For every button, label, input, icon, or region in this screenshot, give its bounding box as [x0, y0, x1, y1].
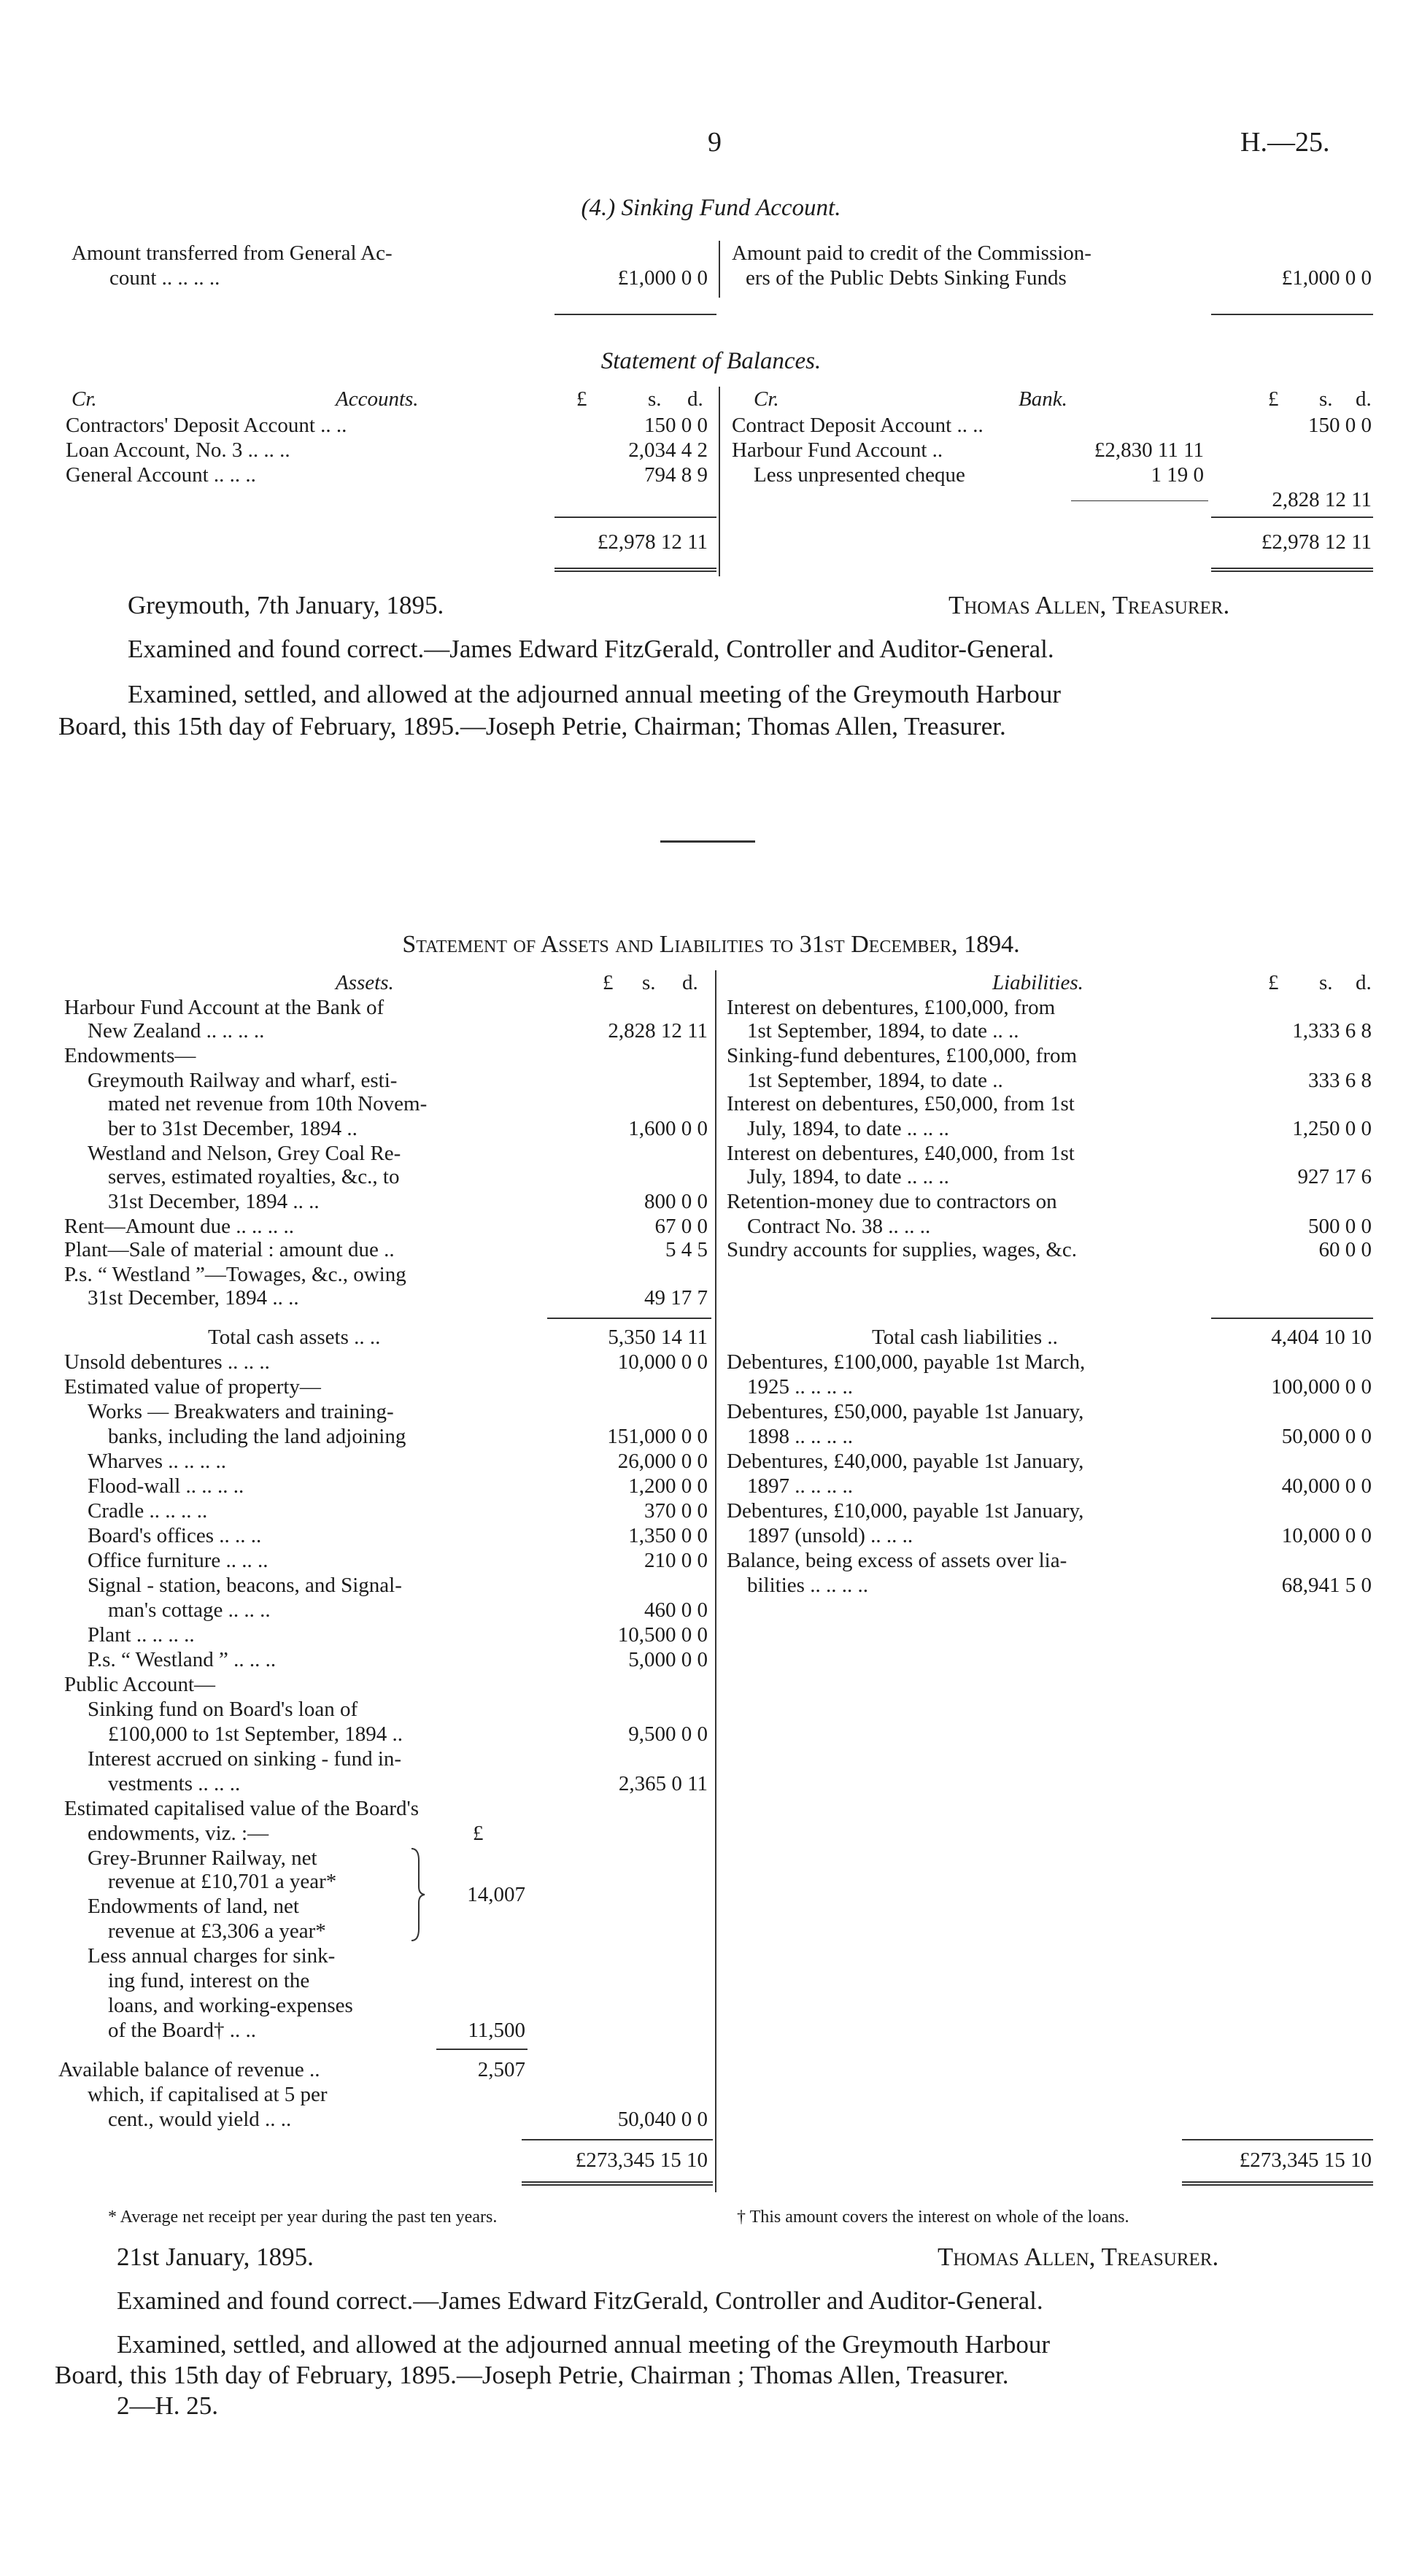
asset-group: Estimated value of property—	[64, 1375, 321, 1399]
asset-item: which, if capitalised at 5 per	[88, 2083, 328, 2106]
liabilities-double-rule	[1182, 2181, 1373, 2186]
balances-right-col-pound: £	[1268, 387, 1279, 411]
assets-total-rule	[522, 2139, 713, 2140]
asset-amount: 2,365 0 11	[618, 1772, 708, 1795]
balances-left-row-amount: 2,034 4 2	[628, 438, 708, 462]
asset-subtotal-rule	[436, 2049, 528, 2050]
asset-amount: 9,500 0 0	[628, 1722, 708, 1746]
asset-item: 31st December, 1894 .. ..	[88, 1286, 299, 1310]
bracket-icon	[409, 1846, 426, 1943]
asset-amount: 10,000 0 0	[617, 1350, 708, 1374]
asset-item: endowments, viz. :—	[88, 1822, 269, 1845]
liability-amount: 68,941 5 0	[1281, 1574, 1372, 1597]
assets-total-cash: Total cash assets .. ..	[208, 1326, 381, 1349]
liability-amount: 50,000 0 0	[1281, 1425, 1372, 1448]
balances-left-row-amount: 794 8 9	[644, 463, 708, 487]
asset-item: P.s. “ Westland ” .. .. ..	[88, 1648, 277, 1671]
asset-amount: 460 0 0	[644, 1598, 708, 1622]
sign2-settled-line1: Examined, settled, and allowed at the adjourned annual meeting of the Greymouth Harbour	[117, 2330, 1051, 2359]
sinking-left-line2: count .. .. .. ..	[109, 266, 220, 290]
asset-item: Less annual charges for sink-	[88, 1944, 336, 1968]
asset-amount: 5 4 5	[665, 1238, 708, 1261]
balances-right-total: £2,978 12 11	[1261, 530, 1372, 554]
liability-item: Interest on debentures, £100,000, from	[727, 996, 1056, 1019]
section-separator	[660, 840, 755, 843]
liabilities-cash-rule	[1211, 1318, 1373, 1319]
assets-col-d: d.	[682, 971, 698, 994]
footnote-right: † This amount covers the interest on whole of the loans.	[737, 2208, 1129, 2227]
liability-item: July, 1894, to date .. .. ..	[747, 1117, 949, 1140]
liabilities-grand-total: £273,345 15 10	[1239, 2148, 1372, 2172]
asset-amount: 5,000 0 0	[628, 1648, 708, 1671]
asset-item: revenue at £3,306 a year*	[108, 1919, 326, 1943]
sinking-divider	[719, 241, 720, 298]
balances-left-col-d: d.	[687, 387, 703, 411]
asset-amount: 2,828 12 11	[608, 1019, 708, 1043]
liability-item: Balance, being excess of assets over lia-	[727, 1549, 1067, 1572]
liability-item: Contract No. 38 .. .. ..	[747, 1215, 931, 1238]
liability-item: Sinking-fund debentures, £100,000, from	[727, 1044, 1078, 1067]
balances-right-row-inner: £2,830 11 11	[1094, 438, 1204, 462]
asset-item: Signal - station, beacons, and Signal-	[88, 1574, 402, 1597]
liability-item: 1897 (unsold) .. .. ..	[747, 1524, 913, 1547]
sinking-left-line1: Amount transferred from General Ac-	[72, 241, 393, 265]
balances-right-subtotal: 2,828 12 11	[1272, 488, 1372, 511]
assets-col-pound: £	[603, 971, 614, 994]
balances-title: Statement of Balances.	[600, 348, 822, 374]
liabilities-col-pound: £	[1268, 971, 1279, 994]
asset-item: ing fund, interest on the	[108, 1969, 310, 1992]
balances-left-cr: Cr.	[72, 387, 97, 411]
asset-item: Westland and Nelson, Grey Coal Re-	[88, 1142, 401, 1165]
balances-right-row: Harbour Fund Account ..	[732, 438, 943, 462]
balances-left-col-pound: £	[576, 387, 587, 411]
sign1-settled-line1: Examined, settled, and allowed at the adjourned annual meeting of the Greymouth Harbour	[128, 680, 1062, 708]
sinking-right-line1: Amount paid to credit of the Commission-	[732, 241, 1091, 265]
asset-item: Available balance of revenue ..	[58, 2058, 320, 2081]
asset-item: vestments .. .. ..	[108, 1772, 241, 1795]
liability-item: 1897 .. .. .. ..	[747, 1474, 853, 1498]
sign1-treasurer: Thomas Allen, Treasurer.	[948, 591, 1230, 619]
asset-subcol-pound: £	[473, 1822, 484, 1845]
asset-subamount: 11,500	[468, 2019, 525, 2042]
liability-item: Retention-money due to contractors on	[727, 1190, 1057, 1213]
liability-amount: 1,250 0 0	[1292, 1117, 1372, 1140]
assets-heading: Assets.	[336, 971, 394, 994]
assets-col-s: s.	[642, 971, 656, 994]
asset-item: Office furniture .. .. ..	[88, 1549, 268, 1572]
asset-item: Endowments of land, net	[88, 1895, 299, 1918]
asset-item: Interest accrued on sinking - fund in-	[88, 1747, 402, 1771]
liability-amount: 40,000 0 0	[1281, 1474, 1372, 1498]
asset-amount: 210 0 0	[644, 1549, 708, 1572]
balances-left-col-s: s.	[648, 387, 662, 411]
liability-item: bilities .. .. .. ..	[747, 1574, 868, 1597]
liability-item: Debentures, £100,000, payable 1st March,	[727, 1350, 1086, 1374]
asset-item: Board's offices .. .. ..	[88, 1524, 262, 1547]
liability-item: July, 1894, to date .. .. ..	[747, 1165, 949, 1188]
liability-item: Interest on debentures, £50,000, from 1st	[727, 1092, 1075, 1115]
asset-item: ber to 31st December, 1894 ..	[108, 1117, 358, 1140]
balances-right-cr: Cr.	[754, 387, 779, 411]
asset-item: £100,000 to 1st September, 1894 ..	[108, 1722, 403, 1746]
asset-item: Plant .. .. .. ..	[88, 1623, 195, 1647]
asset-item: Unsold debentures .. .. ..	[64, 1350, 270, 1374]
balances-left-row: Loan Account, No. 3 .. .. ..	[66, 438, 290, 462]
balances-right-inner-rule	[1071, 500, 1208, 501]
asset-item: Estimated capitalised value of the Board's	[64, 1797, 419, 1820]
asset-item: serves, estimated royalties, &c., to	[108, 1165, 400, 1188]
sinking-right-line2: ers of the Public Debts Sinking Funds	[746, 266, 1067, 290]
asset-group: Public Account—	[64, 1673, 216, 1696]
asset-item: cent., would yield .. ..	[108, 2108, 292, 2131]
liabilities-total-rule	[1182, 2139, 1373, 2140]
liability-item: Interest on debentures, £40,000, from 1st	[727, 1142, 1075, 1165]
asset-amount: 1,200 0 0	[628, 1474, 708, 1498]
asset-item: New Zealand .. .. .. ..	[88, 1019, 265, 1043]
balances-divider	[719, 387, 720, 576]
asset-item: 31st December, 1894 .. ..	[108, 1190, 320, 1213]
document-code: H.—25.	[1240, 127, 1330, 158]
sinking-right-rule	[1211, 314, 1373, 315]
balances-left-total: £2,978 12 11	[597, 530, 708, 554]
balances-right-row: Less unpresented cheque	[754, 463, 965, 487]
sinking-left-amount: £1,000 0 0	[617, 266, 708, 290]
asset-item: Cradle .. .. .. ..	[88, 1499, 208, 1523]
asset-amount: 49 17 7	[644, 1286, 708, 1310]
assets-liabilities-title: Statement of Assets and Liabilities to 31st December, 1894.	[402, 931, 1020, 958]
footnote-left: * Average net receipt per year during the past ten years.	[108, 2208, 498, 2227]
liability-item: 1925 .. .. .. ..	[747, 1375, 853, 1399]
balances-left-double-rule	[554, 568, 716, 572]
sinking-fund-title: (4.) Sinking Fund Account.	[581, 195, 841, 221]
sign2-treasurer: Thomas Allen, Treasurer.	[938, 2243, 1219, 2271]
asset-amount: 10,500 0 0	[617, 1623, 708, 1647]
asset-item: P.s. “ Westland ”—Towages, &c., owing	[64, 1263, 406, 1286]
balances-left-row: Contractors' Deposit Account .. ..	[66, 414, 347, 437]
liability-item: Sundry accounts for supplies, wages, &c.	[727, 1238, 1078, 1261]
liability-amount: 333 6 8	[1308, 1069, 1372, 1092]
asset-item: Plant—Sale of material : amount due ..	[64, 1238, 395, 1261]
asset-item: banks, including the land adjoining	[108, 1425, 406, 1448]
asset-item: Works — Breakwaters and training-	[88, 1400, 394, 1423]
liability-amount: 927 17 6	[1297, 1165, 1372, 1188]
asset-item: man's cottage .. .. ..	[108, 1598, 271, 1622]
asset-amount: 151,000 0 0	[607, 1425, 708, 1448]
liabilities-col-s: s.	[1319, 971, 1333, 994]
assets-total-cash-amount: 5,350 14 11	[608, 1326, 708, 1349]
asset-item: Harbour Fund Account at the Bank of	[64, 996, 385, 1019]
liability-amount: 500 0 0	[1308, 1215, 1372, 1238]
assets-grand-total: £273,345 15 10	[575, 2148, 708, 2172]
balances-left-row-amount: 150 0 0	[644, 414, 708, 437]
asset-item: loans, and working-expenses	[108, 1994, 353, 2017]
liabilities-heading: Liabilities.	[992, 971, 1083, 994]
liability-item: 1st September, 1894, to date .. ..	[747, 1019, 1019, 1043]
liability-amount: 1,333 6 8	[1292, 1019, 1372, 1043]
balances-right-row: Contract Deposit Account .. ..	[732, 414, 984, 437]
sign1-examined: Examined and found correct.—James Edward FitzGerald, Controller and Auditor-General.	[128, 635, 1054, 663]
asset-amount: 26,000 0 0	[617, 1450, 708, 1473]
asset-amount: 67 0 0	[654, 1215, 708, 1238]
balances-right-row-amount: 150 0 0	[1308, 414, 1372, 437]
liabilities-total-cash-amount: 4,404 10 10	[1271, 1326, 1372, 1349]
page-number: 9	[708, 127, 722, 158]
liability-amount: 100,000 0 0	[1271, 1375, 1372, 1399]
balances-right-total-rule	[1211, 517, 1373, 518]
asset-amount: 1,600 0 0	[628, 1117, 708, 1140]
asset-amount: 50,040 0 0	[617, 2108, 708, 2131]
liability-item: Debentures, £10,000, payable 1st January,	[727, 1499, 1084, 1523]
sign1-place-date: Greymouth, 7th January, 1895.	[128, 591, 444, 619]
asset-item: Wharves .. .. .. ..	[88, 1450, 227, 1473]
sign1-settled-line2: Board, this 15th day of February, 1895.—Joseph Petrie, Chairman; Thomas Allen, Treasurer.	[58, 712, 1006, 740]
balances-left-heading: Accounts.	[336, 387, 419, 411]
signature-mark: 2—H. 25.	[117, 2391, 219, 2420]
balances-right-heading: Bank.	[1019, 387, 1067, 411]
assets-liabilities-divider	[715, 970, 716, 2192]
liability-item: Debentures, £50,000, payable 1st January,	[727, 1400, 1084, 1423]
asset-amount: 800 0 0	[644, 1190, 708, 1213]
liability-amount: 10,000 0 0	[1281, 1524, 1372, 1547]
sign2-examined: Examined and found correct.—James Edward FitzGerald, Controller and Auditor-General.	[117, 2286, 1043, 2315]
asset-item: Rent—Amount due .. .. .. ..	[64, 1215, 294, 1238]
asset-item: of the Board† .. ..	[108, 2019, 256, 2042]
asset-subamount: 2,507	[477, 2058, 525, 2081]
asset-subamount: 14,007	[467, 1883, 525, 1906]
asset-item: revenue at £10,701 a year*	[108, 1870, 337, 1893]
asset-item: Grey-Brunner Railway, net	[88, 1846, 317, 1870]
balances-right-double-rule	[1211, 568, 1373, 572]
sinking-left-rule	[554, 314, 716, 315]
balances-right-col-s: s.	[1319, 387, 1333, 411]
balances-left-row: General Account .. .. ..	[66, 463, 256, 487]
asset-item: mated net revenue from 10th Novem-	[108, 1092, 428, 1115]
liabilities-col-d: d.	[1356, 971, 1372, 994]
asset-item: Sinking fund on Board's loan of	[88, 1698, 358, 1721]
balances-left-total-rule	[554, 517, 716, 518]
asset-item: Greymouth Railway and wharf, esti-	[88, 1069, 398, 1092]
balances-right-col-d: d.	[1356, 387, 1372, 411]
liabilities-total-cash: Total cash liabilities ..	[872, 1326, 1058, 1349]
asset-amount: 370 0 0	[644, 1499, 708, 1523]
balances-right-row-inner: 1 19 0	[1151, 463, 1204, 487]
sign2-settled-line2: Board, this 15th day of February, 1895.—Joseph Petrie, Chairman ; Thomas Allen, Treasurer.	[55, 2361, 1009, 2389]
asset-group: Endowments—	[64, 1044, 196, 1067]
sign2-date: 21st January, 1895.	[117, 2243, 314, 2271]
assets-double-rule	[522, 2181, 713, 2186]
liability-item: 1898 .. .. .. ..	[747, 1425, 853, 1448]
liability-amount: 60 0 0	[1318, 1238, 1372, 1261]
liability-item: 1st September, 1894, to date ..	[747, 1069, 1003, 1092]
asset-amount: 1,350 0 0	[628, 1524, 708, 1547]
liability-item: Debentures, £40,000, payable 1st January,	[727, 1450, 1084, 1473]
asset-item: Flood-wall .. .. .. ..	[88, 1474, 244, 1498]
assets-cash-rule	[547, 1318, 711, 1319]
sinking-right-amount: £1,000 0 0	[1281, 266, 1372, 290]
